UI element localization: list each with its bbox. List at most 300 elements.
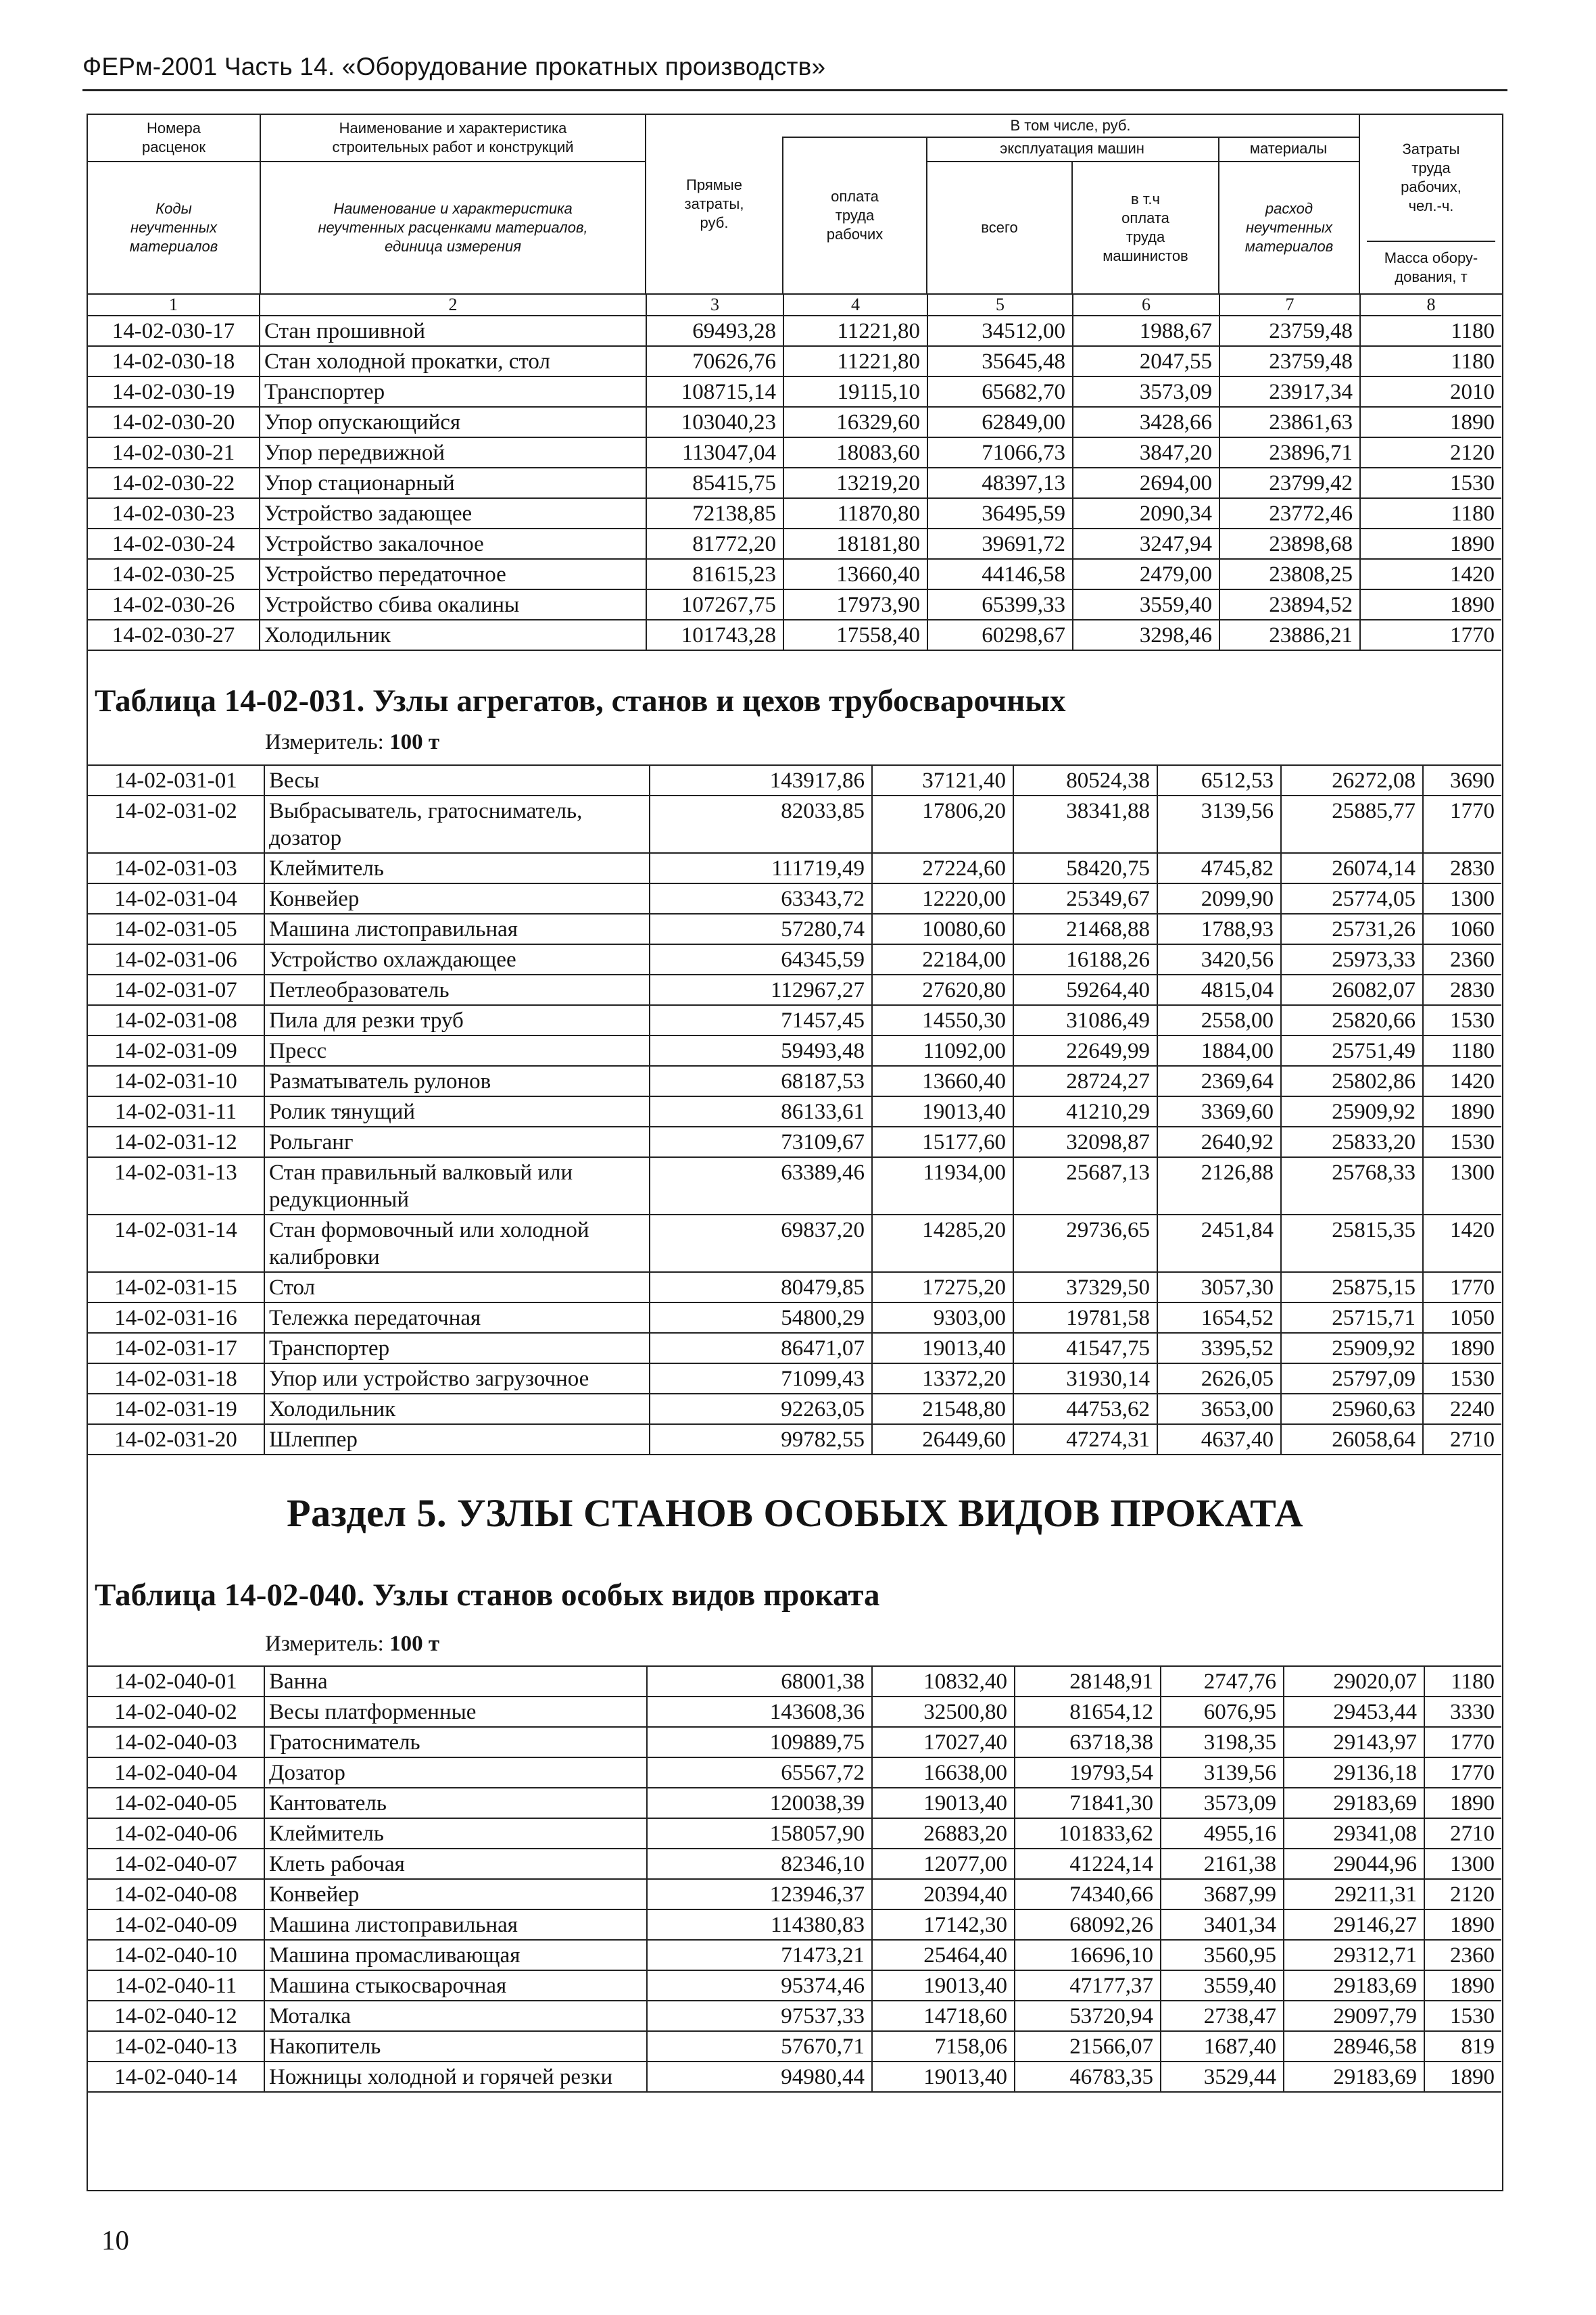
rate-code: 14-02-040-07 [88,1849,264,1879]
table-14-02-040 [88,1665,1501,2093]
value-cell: 53720,94 [1015,2001,1161,2031]
item-name: Гратосниматель [264,1727,647,1757]
table-row [88,1849,1501,1879]
value-cell: 31086,49 [1013,1005,1157,1035]
value-cell: 10832,40 [872,1666,1015,1697]
value-cell: 19781,58 [1013,1302,1157,1333]
value-cell: 25833,20 [1281,1127,1423,1157]
value-cell: 23759,48 [1219,316,1360,346]
value-cell: 25715,71 [1281,1302,1423,1333]
table-row [88,1096,1501,1127]
value-cell: 29211,31 [1284,1879,1424,1909]
item-name: Устройство передаточное [260,559,646,589]
rate-code: 14-02-031-20 [88,1424,264,1455]
item-name: Стан формовочный или холодной калибровки [264,1215,650,1272]
rate-code: 14-02-031-03 [88,853,264,883]
rate-code: 14-02-031-11 [88,1096,264,1127]
value-cell: 68001,38 [647,1666,872,1697]
item-name: Выбрасыватель, гратосниматель, дозатор [264,796,650,853]
value-cell: 111719,49 [650,853,872,883]
value-cell: 23894,52 [1219,589,1360,620]
value-cell: 1770 [1423,796,1501,853]
item-name: Транспортер [264,1333,650,1363]
value-cell: 23896,71 [1219,437,1360,468]
rate-code: 14-02-031-17 [88,1333,264,1363]
table-row [88,1394,1501,1424]
value-cell: 71066,73 [927,437,1073,468]
rate-code: 14-02-031-15 [88,1272,264,1302]
item-name: Машина стыкосварочная [264,1970,647,2001]
item-name: Моталка [264,2001,647,2031]
rate-code: 14-02-040-03 [88,1727,264,1757]
meter-label: Измеритель: [265,1632,384,1656]
table-row [88,1066,1501,1096]
column-number: 6 [1073,294,1219,316]
value-cell: 1770 [1424,1757,1501,1788]
value-cell: 819 [1424,2031,1501,2062]
meter-value: 100 т [389,1632,440,1656]
value-cell: 3139,56 [1157,796,1281,853]
value-cell: 60298,67 [927,620,1073,650]
value-cell: 58420,75 [1013,853,1157,883]
main-frame [87,114,1503,2191]
value-cell: 21548,80 [872,1394,1013,1424]
table-row [88,1940,1501,1970]
table-row [88,376,1501,407]
value-cell: 23759,48 [1219,346,1360,376]
rate-code: 14-02-040-13 [88,2031,264,2062]
value-cell: 23917,34 [1219,376,1360,407]
value-cell: 3395,52 [1157,1333,1281,1363]
value-cell: 1890 [1423,1333,1501,1363]
item-name: Стан холодной прокатки, стол [260,346,646,376]
rate-code: 14-02-031-04 [88,883,264,914]
value-cell: 22649,99 [1013,1035,1157,1066]
value-cell: 1530 [1423,1127,1501,1157]
table-row [88,316,1501,346]
rate-code: 14-02-031-18 [88,1363,264,1394]
value-cell: 1060 [1423,914,1501,944]
table-row [88,1005,1501,1035]
table-031-meter [265,730,439,755]
rate-code: 14-02-040-08 [88,1879,264,1909]
rate-code: 14-02-031-13 [88,1157,264,1215]
rate-code: 14-02-030-22 [88,468,260,498]
table-14-02-030 [88,293,1501,651]
item-name: Машина промасливающая [264,1940,647,1970]
value-cell: 103040,23 [646,407,783,437]
value-cell: 2830 [1423,853,1501,883]
rate-code: 14-02-030-21 [88,437,260,468]
table-row [88,529,1501,559]
table-row [88,2001,1501,2031]
value-cell: 95374,46 [647,1970,872,2001]
value-cell: 25909,92 [1281,1333,1423,1363]
value-cell: 2120 [1424,1879,1501,1909]
item-name: Рольганг [264,1127,650,1157]
value-cell: 25768,33 [1281,1157,1423,1215]
value-cell: 107267,75 [646,589,783,620]
table-row [88,1727,1501,1757]
value-cell: 25815,35 [1281,1215,1423,1272]
value-cell: 64345,59 [650,944,872,975]
value-cell: 2626,05 [1157,1363,1281,1394]
table-row [88,1909,1501,1940]
header-col7: расход неучтенных материалов [1244,200,1334,255]
value-cell: 29183,69 [1284,2062,1424,2092]
value-cell: 4637,40 [1157,1424,1281,1455]
value-cell: 29097,79 [1284,2001,1424,2031]
value-cell: 25774,05 [1281,883,1423,914]
item-name: Клеть рабочая [264,1849,647,1879]
value-cell: 47274,31 [1013,1424,1157,1455]
column-number: 8 [1360,294,1501,316]
value-cell: 17275,20 [872,1272,1013,1302]
table-row [88,498,1501,529]
value-cell: 26449,60 [872,1424,1013,1455]
value-cell: 17806,20 [872,796,1013,853]
value-cell: 71457,45 [650,1005,872,1035]
table-row [88,853,1501,883]
value-cell: 17558,40 [783,620,927,650]
value-cell: 25802,86 [1281,1066,1423,1096]
item-name: Холодильник [264,1394,650,1424]
value-cell: 3057,30 [1157,1272,1281,1302]
value-cell: 2694,00 [1073,468,1219,498]
value-cell: 25731,26 [1281,914,1423,944]
value-cell: 3687,99 [1161,1879,1284,1909]
value-cell: 1890 [1360,589,1501,620]
value-cell: 1890 [1424,1909,1501,1940]
value-cell: 3401,34 [1161,1909,1284,1940]
value-cell: 3653,00 [1157,1394,1281,1424]
value-cell: 65399,33 [927,589,1073,620]
value-cell: 143608,36 [647,1697,872,1727]
value-cell: 26272,08 [1281,765,1423,796]
rate-code: 14-02-040-09 [88,1909,264,1940]
value-cell: 29453,44 [1284,1697,1424,1727]
value-cell: 21566,07 [1015,2031,1161,2062]
value-cell: 2360 [1423,944,1501,975]
value-cell: 2710 [1424,1818,1501,1849]
header-col2-bottom: Наименование и характеристика неучтенных расценками материалов, единица измерения [318,200,588,255]
table-row [88,1666,1501,1697]
value-cell: 54800,29 [650,1302,872,1333]
value-cell: 37121,40 [872,765,1013,796]
value-cell: 36495,59 [927,498,1073,529]
value-cell: 63343,72 [650,883,872,914]
value-cell: 19013,40 [872,1970,1015,2001]
rate-code: 14-02-040-06 [88,1818,264,1849]
value-cell: 94980,44 [647,2062,872,2092]
value-cell: 41547,75 [1013,1333,1157,1363]
value-cell: 16696,10 [1015,1940,1161,1970]
rate-code: 14-02-040-11 [88,1970,264,2001]
section-title: Раздел 5. УЗЛЫ СТАНОВ ОСОБЫХ ВИДОВ ПРОКАТА [287,1491,1303,1535]
value-cell: 2830 [1423,975,1501,1005]
value-cell: 26883,20 [872,1818,1015,1849]
value-cell: 3139,56 [1161,1757,1284,1788]
item-name: Пресс [264,1035,650,1066]
item-name: Петлеобразователь [264,975,650,1005]
column-number-row [88,294,1501,316]
value-cell: 20394,40 [872,1879,1015,1909]
table-row [88,2062,1501,2092]
column-number: 4 [783,294,927,316]
header-col6: в т.ч оплата труда машинистов [1103,191,1188,264]
value-cell: 123946,37 [647,1879,872,1909]
value-cell: 2126,88 [1157,1157,1281,1215]
value-cell: 25960,63 [1281,1394,1423,1424]
value-cell: 29146,27 [1284,1909,1424,1940]
item-name: Устройство задающее [260,498,646,529]
rate-code: 14-02-031-05 [88,914,264,944]
value-cell: 1890 [1360,529,1501,559]
value-cell: 63718,38 [1015,1727,1161,1757]
item-name: Машина листоправильная [264,1909,647,1940]
value-cell: 1890 [1423,1096,1501,1127]
value-cell: 71473,21 [647,1940,872,1970]
value-cell: 3428,66 [1073,407,1219,437]
value-cell: 25349,67 [1013,883,1157,914]
value-cell: 81615,23 [646,559,783,589]
value-cell: 25797,09 [1281,1363,1423,1394]
table-row [88,589,1501,620]
value-cell: 81772,20 [646,529,783,559]
value-cell: 1687,40 [1161,2031,1284,2062]
value-cell: 17142,30 [872,1909,1015,1940]
page-number: 10 [101,2224,129,2256]
item-name: Ванна [264,1666,647,1697]
table-row [88,1697,1501,1727]
value-cell: 86471,07 [650,1333,872,1363]
value-cell: 2360 [1424,1940,1501,1970]
value-cell: 19793,54 [1015,1757,1161,1788]
table-row [88,1272,1501,1302]
value-cell: 6512,53 [1157,765,1281,796]
table-row [88,1127,1501,1157]
value-cell: 70626,76 [646,346,783,376]
value-cell: 23772,46 [1219,498,1360,529]
value-cell: 22184,00 [872,944,1013,975]
value-cell: 29312,71 [1284,1940,1424,1970]
item-name: Ролик тянущий [264,1096,650,1127]
value-cell: 1180 [1360,316,1501,346]
value-cell: 21468,88 [1013,914,1157,944]
item-name: Дозатор [264,1757,647,1788]
rate-code: 14-02-030-25 [88,559,260,589]
value-cell: 29020,07 [1284,1666,1424,1697]
value-cell: 2479,00 [1073,559,1219,589]
value-cell: 2010 [1360,376,1501,407]
value-cell: 44146,58 [927,559,1073,589]
column-number: 2 [260,294,646,316]
header-col1-bottom: Коды неучтенных материалов [129,200,218,255]
item-name: Конвейер [264,1879,647,1909]
value-cell: 37329,50 [1013,1272,1157,1302]
value-cell: 1890 [1424,1788,1501,1818]
value-cell: 4955,16 [1161,1818,1284,1849]
value-cell: 19013,40 [872,1333,1013,1363]
rate-code: 14-02-040-01 [88,1666,264,1697]
value-cell: 1530 [1423,1005,1501,1035]
value-cell: 48397,13 [927,468,1073,498]
value-cell: 2738,47 [1161,2001,1284,2031]
header-col1-top: Номера расценок [141,120,206,155]
header-col8-bottom: Масса обору- дования, т [1384,249,1478,285]
value-cell: 80524,38 [1013,765,1157,796]
value-cell: 25687,13 [1013,1157,1157,1215]
value-cell: 1420 [1423,1066,1501,1096]
table-row [88,914,1501,944]
value-cell: 16188,26 [1013,944,1157,975]
value-cell: 25885,77 [1281,796,1423,853]
value-cell: 68092,26 [1015,1909,1161,1940]
value-cell: 1180 [1423,1035,1501,1066]
rate-code: 14-02-031-06 [88,944,264,975]
value-cell: 25909,92 [1281,1096,1423,1127]
rate-code: 14-02-030-27 [88,620,260,650]
table-031-title: Таблица 14-02-031. Узлы агрегатов, станов и цехов трубосварочных [95,683,1066,718]
value-cell: 23886,21 [1219,620,1360,650]
value-cell: 1884,00 [1157,1035,1281,1066]
value-cell: 3529,44 [1161,2062,1284,2092]
value-cell: 1180 [1360,498,1501,529]
value-cell: 69837,20 [650,1215,872,1272]
rate-code: 14-02-040-04 [88,1757,264,1788]
value-cell: 29183,69 [1284,1788,1424,1818]
table-row [88,346,1501,376]
value-cell: 28946,58 [1284,2031,1424,2062]
column-number: 5 [927,294,1073,316]
rate-code: 14-02-030-24 [88,529,260,559]
header-group-label: В том числе, руб. [1010,117,1131,134]
rate-code: 14-02-040-10 [88,1940,264,1970]
value-cell: 1180 [1424,1666,1501,1697]
value-cell: 29143,97 [1284,1727,1424,1757]
item-name: Устройство сбива окалины [260,589,646,620]
value-cell: 12220,00 [872,883,1013,914]
value-cell: 3559,40 [1161,1970,1284,2001]
value-cell: 13660,40 [783,559,927,589]
value-cell: 2451,84 [1157,1215,1281,1272]
table-14-02-031 [88,764,1501,1455]
value-cell: 27620,80 [872,975,1013,1005]
value-cell: 4745,82 [1157,853,1281,883]
value-cell: 1300 [1424,1849,1501,1879]
rate-code: 14-02-031-02 [88,796,264,853]
value-cell: 1180 [1360,346,1501,376]
value-cell: 13372,20 [872,1363,1013,1394]
value-cell: 35645,48 [927,346,1073,376]
column-number: 1 [88,294,260,316]
item-name: Клеймитель [264,1818,647,1849]
table-row [88,883,1501,914]
rate-code: 14-02-040-02 [88,1697,264,1727]
value-cell: 65567,72 [647,1757,872,1788]
item-name: Шлеппер [264,1424,650,1455]
header-col8-top: Затраты труда рабочих, чел.-ч. [1401,141,1461,214]
value-cell: 25820,66 [1281,1005,1423,1035]
item-name: Упор или устройство загрузочное [264,1363,650,1394]
value-cell: 1890 [1424,2062,1501,2092]
value-cell: 13660,40 [872,1066,1013,1096]
header-col4: оплата труда рабочих [826,188,884,243]
running-title: ФЕРм-2001 Часть 14. «Оборудование прокатных производств» [82,53,826,80]
header-col5: всего [981,219,1018,236]
value-cell: 32500,80 [872,1697,1015,1727]
value-cell: 23898,68 [1219,529,1360,559]
header-col2-top: Наименование и характеристика строительных работ и конструкций [332,120,574,155]
value-cell: 3559,40 [1073,589,1219,620]
value-cell: 3298,46 [1073,620,1219,650]
value-cell: 3573,09 [1161,1788,1284,1818]
value-cell: 25751,49 [1281,1035,1423,1066]
value-cell: 71841,30 [1015,1788,1161,1818]
value-cell: 3247,94 [1073,529,1219,559]
item-name: Упор передвижной [260,437,646,468]
table-row [88,559,1501,589]
table-row [88,1035,1501,1066]
value-cell: 1770 [1423,1272,1501,1302]
table-row [88,620,1501,650]
value-cell: 158057,90 [647,1818,872,1849]
value-cell: 14285,20 [872,1215,1013,1272]
value-cell: 3369,60 [1157,1096,1281,1127]
value-cell: 14718,60 [872,2001,1015,2031]
item-name: Ножницы холодной и горячей резки [264,2062,647,2092]
value-cell: 143917,86 [650,765,872,796]
value-cell: 6076,95 [1161,1697,1284,1727]
rate-code: 14-02-040-14 [88,2062,264,2092]
header-rule [82,89,1507,91]
value-cell: 13219,20 [783,468,927,498]
rate-code: 14-02-031-12 [88,1127,264,1157]
value-cell: 1050 [1423,1302,1501,1333]
value-cell: 2558,00 [1157,1005,1281,1035]
value-cell: 31930,14 [1013,1363,1157,1394]
header-machines-label: эксплуатация машин [1000,140,1144,157]
value-cell: 46783,35 [1015,2062,1161,2092]
value-cell: 34512,00 [927,316,1073,346]
value-cell: 26058,64 [1281,1424,1423,1455]
value-cell: 7158,06 [872,2031,1015,2062]
column-number: 7 [1219,294,1360,316]
item-name: Весы [264,765,650,796]
table-row [88,1970,1501,2001]
item-name: Холодильник [260,620,646,650]
value-cell: 2099,90 [1157,883,1281,914]
value-cell: 1300 [1423,883,1501,914]
value-cell: 3847,20 [1073,437,1219,468]
value-cell: 2747,76 [1161,1666,1284,1697]
value-cell: 17027,40 [872,1727,1015,1757]
value-cell: 69493,28 [646,316,783,346]
value-cell: 101833,62 [1015,1818,1161,1849]
rate-code: 14-02-031-07 [88,975,264,1005]
item-name: Стол [264,1272,650,1302]
table-row [88,1757,1501,1788]
item-name: Устройство закалочное [260,529,646,559]
value-cell: 38341,88 [1013,796,1157,853]
value-cell: 44753,62 [1013,1394,1157,1424]
rate-code: 14-02-030-26 [88,589,260,620]
value-cell: 32098,87 [1013,1127,1157,1157]
value-cell: 112967,27 [650,975,872,1005]
value-cell: 101743,28 [646,620,783,650]
value-cell: 26074,14 [1281,853,1423,883]
value-cell: 82346,10 [647,1849,872,1879]
